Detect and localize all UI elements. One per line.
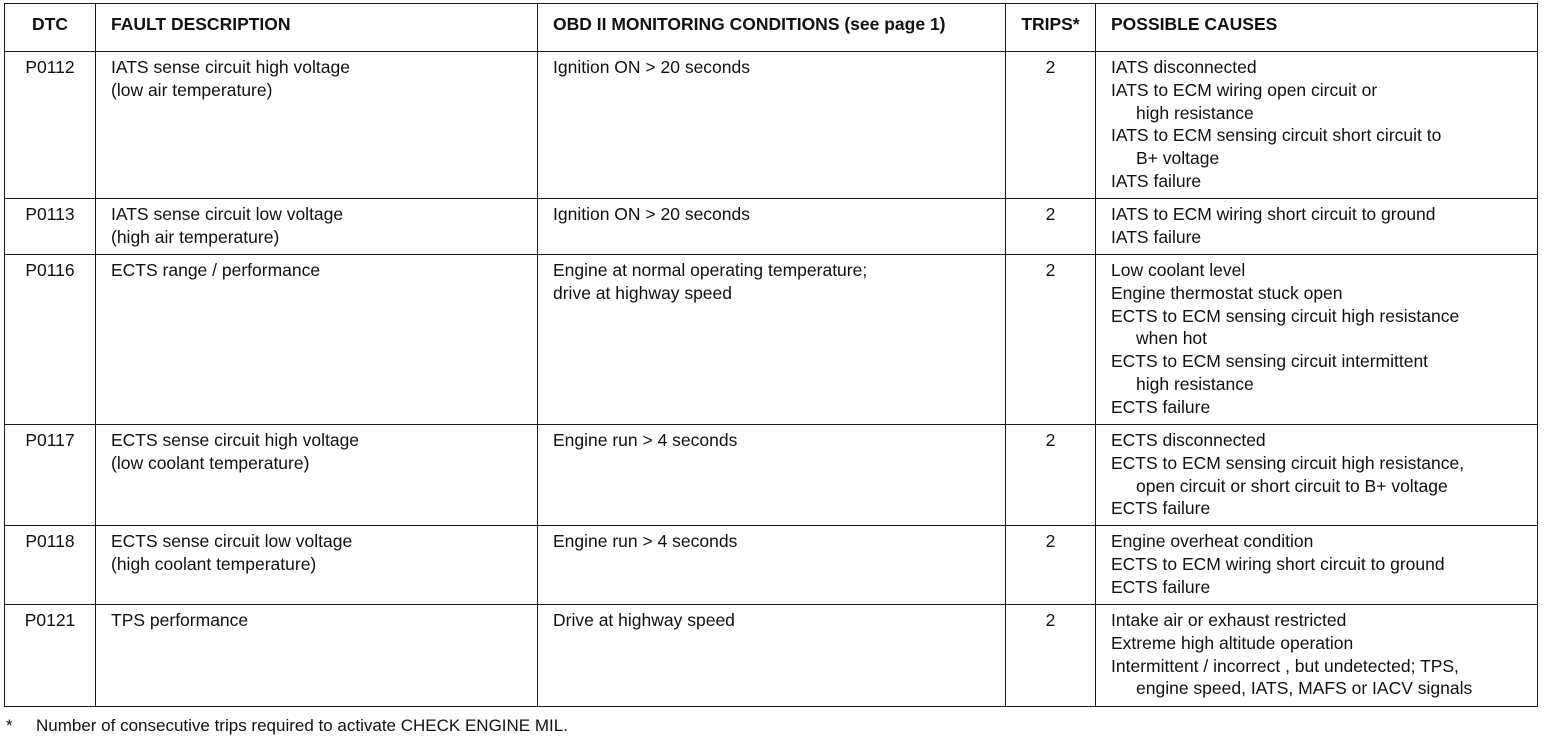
header-possible-causes: POSSIBLE CAUSES — [1096, 4, 1538, 52]
dtc-code: P0113 — [25, 204, 75, 224]
trips-value: 2 — [1045, 610, 1056, 630]
dtc-code: P0116 — [25, 260, 75, 280]
possible-causes-cell — [1096, 199, 1538, 255]
possible-cause-line: Engine overheat condition — [1111, 531, 1314, 551]
dtc-code: P0121 — [24, 610, 76, 630]
table-header — [5, 4, 1538, 52]
possible-causes-cell — [1096, 255, 1538, 425]
possible-cause-line: high resistance — [1136, 373, 1254, 394]
trips-cell — [1006, 526, 1096, 605]
possible-cause-line: Intermittent / incorrect , but undetected; TPS, — [1111, 655, 1459, 676]
monitoring-condition-line: Drive at highway speed — [553, 610, 735, 630]
possible-cause-line: Low coolant level — [1111, 260, 1246, 280]
trips-cell — [1006, 605, 1096, 707]
possible-causes-cell — [1096, 605, 1538, 707]
fault-description-cell — [96, 199, 538, 255]
table-row — [5, 52, 1538, 199]
monitoring-condition-line: drive at highway speed — [553, 282, 732, 303]
monitoring-conditions-cell — [538, 526, 1006, 605]
trips-cell — [1006, 425, 1096, 526]
fault-description-cell — [96, 526, 538, 605]
monitoring-condition-line: Ignition ON > 20 seconds — [553, 204, 750, 224]
monitoring-conditions-cell — [538, 425, 1006, 526]
fault-description-cell — [96, 425, 538, 526]
possible-causes-cell — [1096, 52, 1538, 199]
header-trips: TRIPS* — [1006, 4, 1096, 52]
possible-cause-line: when hot — [1136, 328, 1208, 349]
possible-cause-line: ECTS failure — [1111, 396, 1211, 417]
header-fault-description: FAULT DESCRIPTION — [96, 4, 538, 52]
dtc-code-cell — [5, 199, 96, 255]
dtc-code-cell — [5, 605, 96, 707]
dtc-table — [4, 3, 1538, 707]
table-row — [5, 199, 1538, 255]
trips-value: 2 — [1045, 430, 1056, 450]
fault-description-line: (low air temperature) — [111, 79, 273, 100]
possible-causes-cell — [1096, 425, 1538, 526]
dtc-code-cell — [5, 526, 96, 605]
table-row — [5, 255, 1538, 425]
header-monitoring-conditions: OBD II MONITORING CONDITIONS (see page 1) — [538, 4, 1006, 52]
trips-value: 2 — [1045, 260, 1056, 280]
possible-cause-line: ECTS to ECM sensing circuit high resistance — [1111, 305, 1460, 326]
fault-description-line: IATS sense circuit high voltage — [111, 57, 350, 77]
trips-value: 2 — [1045, 531, 1056, 551]
possible-causes-cell — [1096, 526, 1538, 605]
fault-description-line: (low coolant temperature) — [111, 452, 310, 473]
possible-cause-line: IATS to ECM sensing circuit short circuit to — [1111, 125, 1442, 146]
table-body — [5, 52, 1538, 707]
monitoring-conditions-cell — [538, 605, 1006, 707]
footnote-text: Number of consecutive trips required to activate CHECK ENGINE MIL. — [36, 716, 568, 735]
trips-value: 2 — [1045, 204, 1056, 224]
possible-cause-line: IATS to ECM wiring open circuit or — [1111, 79, 1378, 100]
monitoring-conditions-cell — [538, 52, 1006, 199]
fault-description-cell — [96, 605, 538, 707]
header-dtc: DTC — [5, 4, 96, 52]
possible-cause-line: IATS disconnected — [1111, 57, 1257, 77]
possible-cause-line: ECTS failure — [1111, 498, 1211, 519]
dtc-code-cell — [5, 255, 96, 425]
possible-cause-line: ECTS to ECM wiring short circuit to ground — [1111, 553, 1445, 574]
possible-cause-line: Intake air or exhaust restricted — [1111, 610, 1347, 630]
dtc-code: P0117 — [25, 430, 75, 450]
possible-cause-line: ECTS disconnected — [1111, 430, 1266, 450]
trips-cell — [1006, 199, 1096, 255]
fault-description-line: TPS performance — [111, 610, 249, 630]
possible-cause-line: open circuit or short circuit to B+ voltage — [1136, 475, 1448, 496]
possible-cause-line: ECTS failure — [1111, 576, 1211, 597]
trips-value: 2 — [1045, 57, 1056, 77]
possible-cause-line: IATS to ECM wiring short circuit to ground — [1111, 204, 1436, 224]
monitoring-condition-line: Ignition ON > 20 seconds — [553, 57, 750, 77]
possible-cause-line: ECTS to ECM sensing circuit high resistance, — [1111, 452, 1465, 473]
fault-description-cell — [96, 52, 538, 199]
header-row — [5, 4, 1538, 52]
possible-cause-line: IATS failure — [1111, 170, 1202, 191]
fault-description-line: ECTS sense circuit low voltage — [111, 531, 353, 551]
table-row — [5, 526, 1538, 605]
monitoring-condition-line: Engine at normal operating temperature; — [553, 260, 868, 280]
dtc-code: P0112 — [25, 57, 75, 77]
monitoring-conditions-cell — [538, 199, 1006, 255]
possible-cause-line: ECTS to ECM sensing circuit intermittent — [1111, 351, 1429, 372]
footnote-asterisk: * — [6, 716, 13, 735]
fault-description-line: IATS sense circuit low voltage — [111, 204, 344, 224]
trips-cell — [1006, 255, 1096, 425]
dtc-code: P0118 — [25, 531, 75, 551]
monitoring-condition-line: Engine run > 4 seconds — [553, 531, 738, 551]
fault-description-cell — [96, 255, 538, 425]
fault-description-line: ECTS sense circuit high voltage — [111, 430, 360, 450]
fault-description-line: (high air temperature) — [111, 226, 280, 247]
dtc-code-cell — [5, 425, 96, 526]
fault-description-line: ECTS range / performance — [111, 260, 321, 280]
possible-cause-line: B+ voltage — [1136, 148, 1220, 169]
monitoring-condition-line: Engine run > 4 seconds — [553, 430, 738, 450]
dtc-code-cell — [5, 52, 96, 199]
possible-cause-line: high resistance — [1136, 102, 1254, 123]
possible-cause-line: IATS failure — [1111, 226, 1202, 247]
table-row — [5, 425, 1538, 526]
trips-cell — [1006, 52, 1096, 199]
possible-cause-line: Extreme high altitude operation — [1111, 632, 1354, 653]
possible-cause-line: engine speed, IATS, MAFS or IACV signals — [1136, 678, 1473, 699]
table-row — [5, 605, 1538, 707]
footnote — [6, 715, 568, 737]
possible-cause-line: Engine thermostat stuck open — [1111, 282, 1343, 303]
monitoring-conditions-cell — [538, 255, 1006, 425]
fault-description-line: (high coolant temperature) — [111, 553, 317, 574]
